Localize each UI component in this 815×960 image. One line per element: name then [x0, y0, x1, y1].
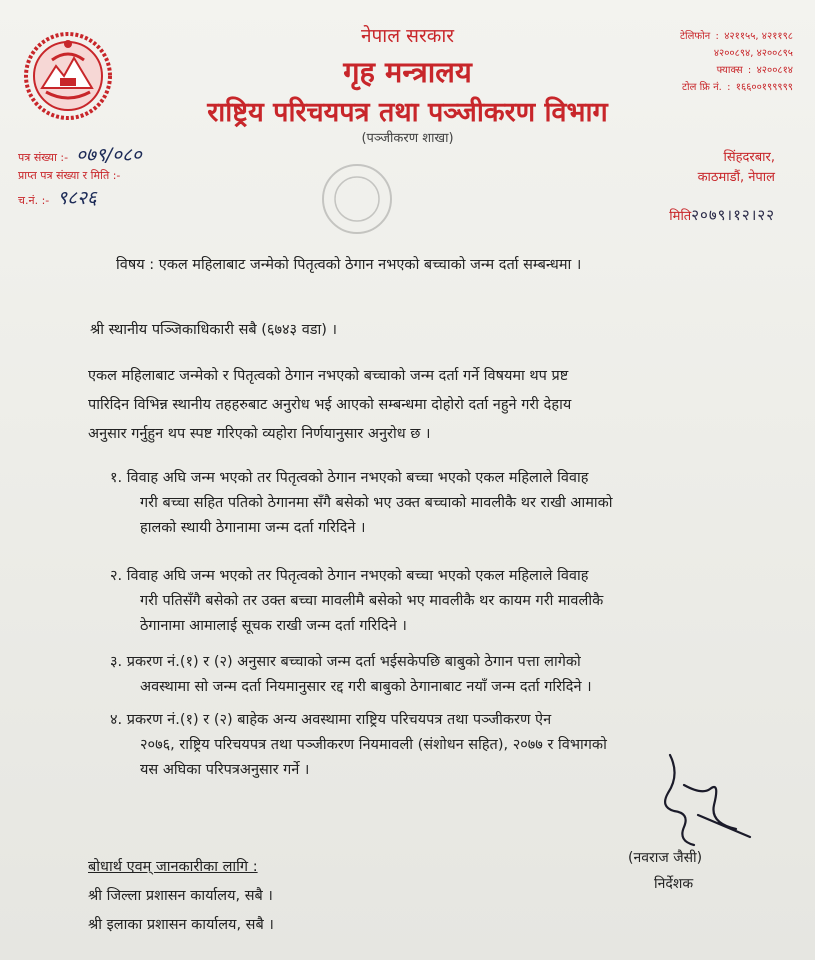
list-item: ४. प्रकरण नं.(१) र (२) बाहेक अन्य अवस्थामा राष्ट्रिय परिचयपत्र तथा पञ्जीकरण ऐन २०७६, राष्ट्रिय परिचयपत्र तथा पञ्जीकरण नियमावली (संशोधन सहित), २०७७ र विभागको यस अघिका परिपत्रअनुसार गर्ने ।	[110, 712, 607, 778]
faint-stamp-icon	[318, 160, 396, 238]
address-line: काठमाडौं, नेपाल	[697, 170, 775, 185]
dispatch-number: च.नं. :- ९८२६	[18, 187, 97, 209]
salutation: श्री स्थानीय पञ्जिकाधिकारी सबै (६७४३ वडा) ।	[90, 322, 338, 338]
signatory-title: निर्देशक	[654, 876, 694, 892]
received-letter-ref: प्राप्त पत्र संख्या र मिति :-	[18, 169, 121, 182]
list-item: १. विवाह अघि जन्म भएको तर पितृत्वको ठेगान नभएको बच्चा भएको एकल महिलाले विवाह गरी बच्चा सहित पतिको ठेगानमा सँगै बसेको भए उक्त बच्चाको मावलीकै थर राखी आमाको हालको स्थायी ठेगानामा जन्म दर्ता गरिदिने ।	[110, 470, 613, 536]
letter-number: पत्र संख्या :- ०७९/०८०	[18, 144, 142, 166]
cc-heading: बोधार्थ एवम् जानकारीका लागि :	[88, 859, 258, 875]
list-item: ३. प्रकरण नं.(१) र (२) अनुसार बच्चाको जन्म दर्ता भईसकेपछि बाबुको ठेगान पत्ता लागेको अवस्थामा सो जन्म दर्ता नियमानुसार रद्द गरी बाबुको ठेगानाबाट नयाँ जन्म दर्ता गरिदिने ।	[110, 654, 592, 695]
letter-date	[669, 205, 775, 225]
address-line: सिंहदरबार,	[723, 150, 775, 165]
subject-line: विषय : एकल महिलाबाट जन्मेको पितृत्वको ठेगान नभएको बच्चाको जन्म दर्ता सम्बन्धमा ।	[116, 257, 582, 273]
contact-row: फ्याक्स : ४२००८१४	[716, 65, 793, 76]
government-name: नेपाल सरकार	[360, 25, 455, 47]
list-item: २. विवाह अघि जन्म भएको तर पितृत्वको ठेगान नभएको बच्चा भएको एकल महिलाले विवाह गरी पतिसँगै बसेको तर उक्त बच्चा मावलीमै बसेको भए मावलीकै थर कायम गरी मावलीकै ठेगानामा आमालाई सूचक राखी जन्म दर्ता गरिदिने ।	[110, 568, 604, 634]
date-value: २०७९।१२।२२	[691, 206, 775, 224]
reference-block	[18, 142, 142, 214]
contact-info	[593, 28, 793, 96]
contact-row: टेलिफोन : ४२११५५, ४२११९८	[679, 31, 793, 42]
contact-row: टोल फ्रि नं. : १६६००१९९९९९	[682, 82, 793, 93]
department-name: राष्ट्रिय परिचयपत्र तथा पञ्जीकरण विभाग	[207, 97, 608, 128]
branch-name: (पञ्जीकरण शाखा)	[361, 131, 454, 146]
date-label: मिति	[669, 209, 692, 224]
office-address	[698, 148, 775, 188]
intro-paragraph: एकल महिलाबाट जन्मेको र पितृत्वको ठेगान नभएको बच्चाको जन्म दर्ता गर्ने विषयमा थप प्रष्ट पारिदिन विभिन्न स्थानीय तहहरुबाट अनुरोध भई आएको सम्बन्धमा दोहोरो दर्ता नहुने गरी देहाय अनुसार गर्नुहुन थप स्पष्ट गरिएको व्यहोरा निर्णयानुसार अनुरोध छ ।	[88, 368, 572, 442]
signatory-name: (नवराज जैसी)	[628, 850, 703, 866]
ministry-name: गृह मन्त्रालय	[343, 55, 472, 89]
cc-block	[88, 853, 274, 940]
signature-icon	[640, 745, 760, 855]
cc-recipient: श्री जिल्ला प्रशासन कार्यालय, सबै ।	[88, 888, 273, 904]
cc-recipient: श्री इलाका प्रशासन कार्यालय, सबै ।	[88, 917, 274, 933]
contact-row: ४२००८९४, ४२००८९५	[713, 48, 793, 59]
